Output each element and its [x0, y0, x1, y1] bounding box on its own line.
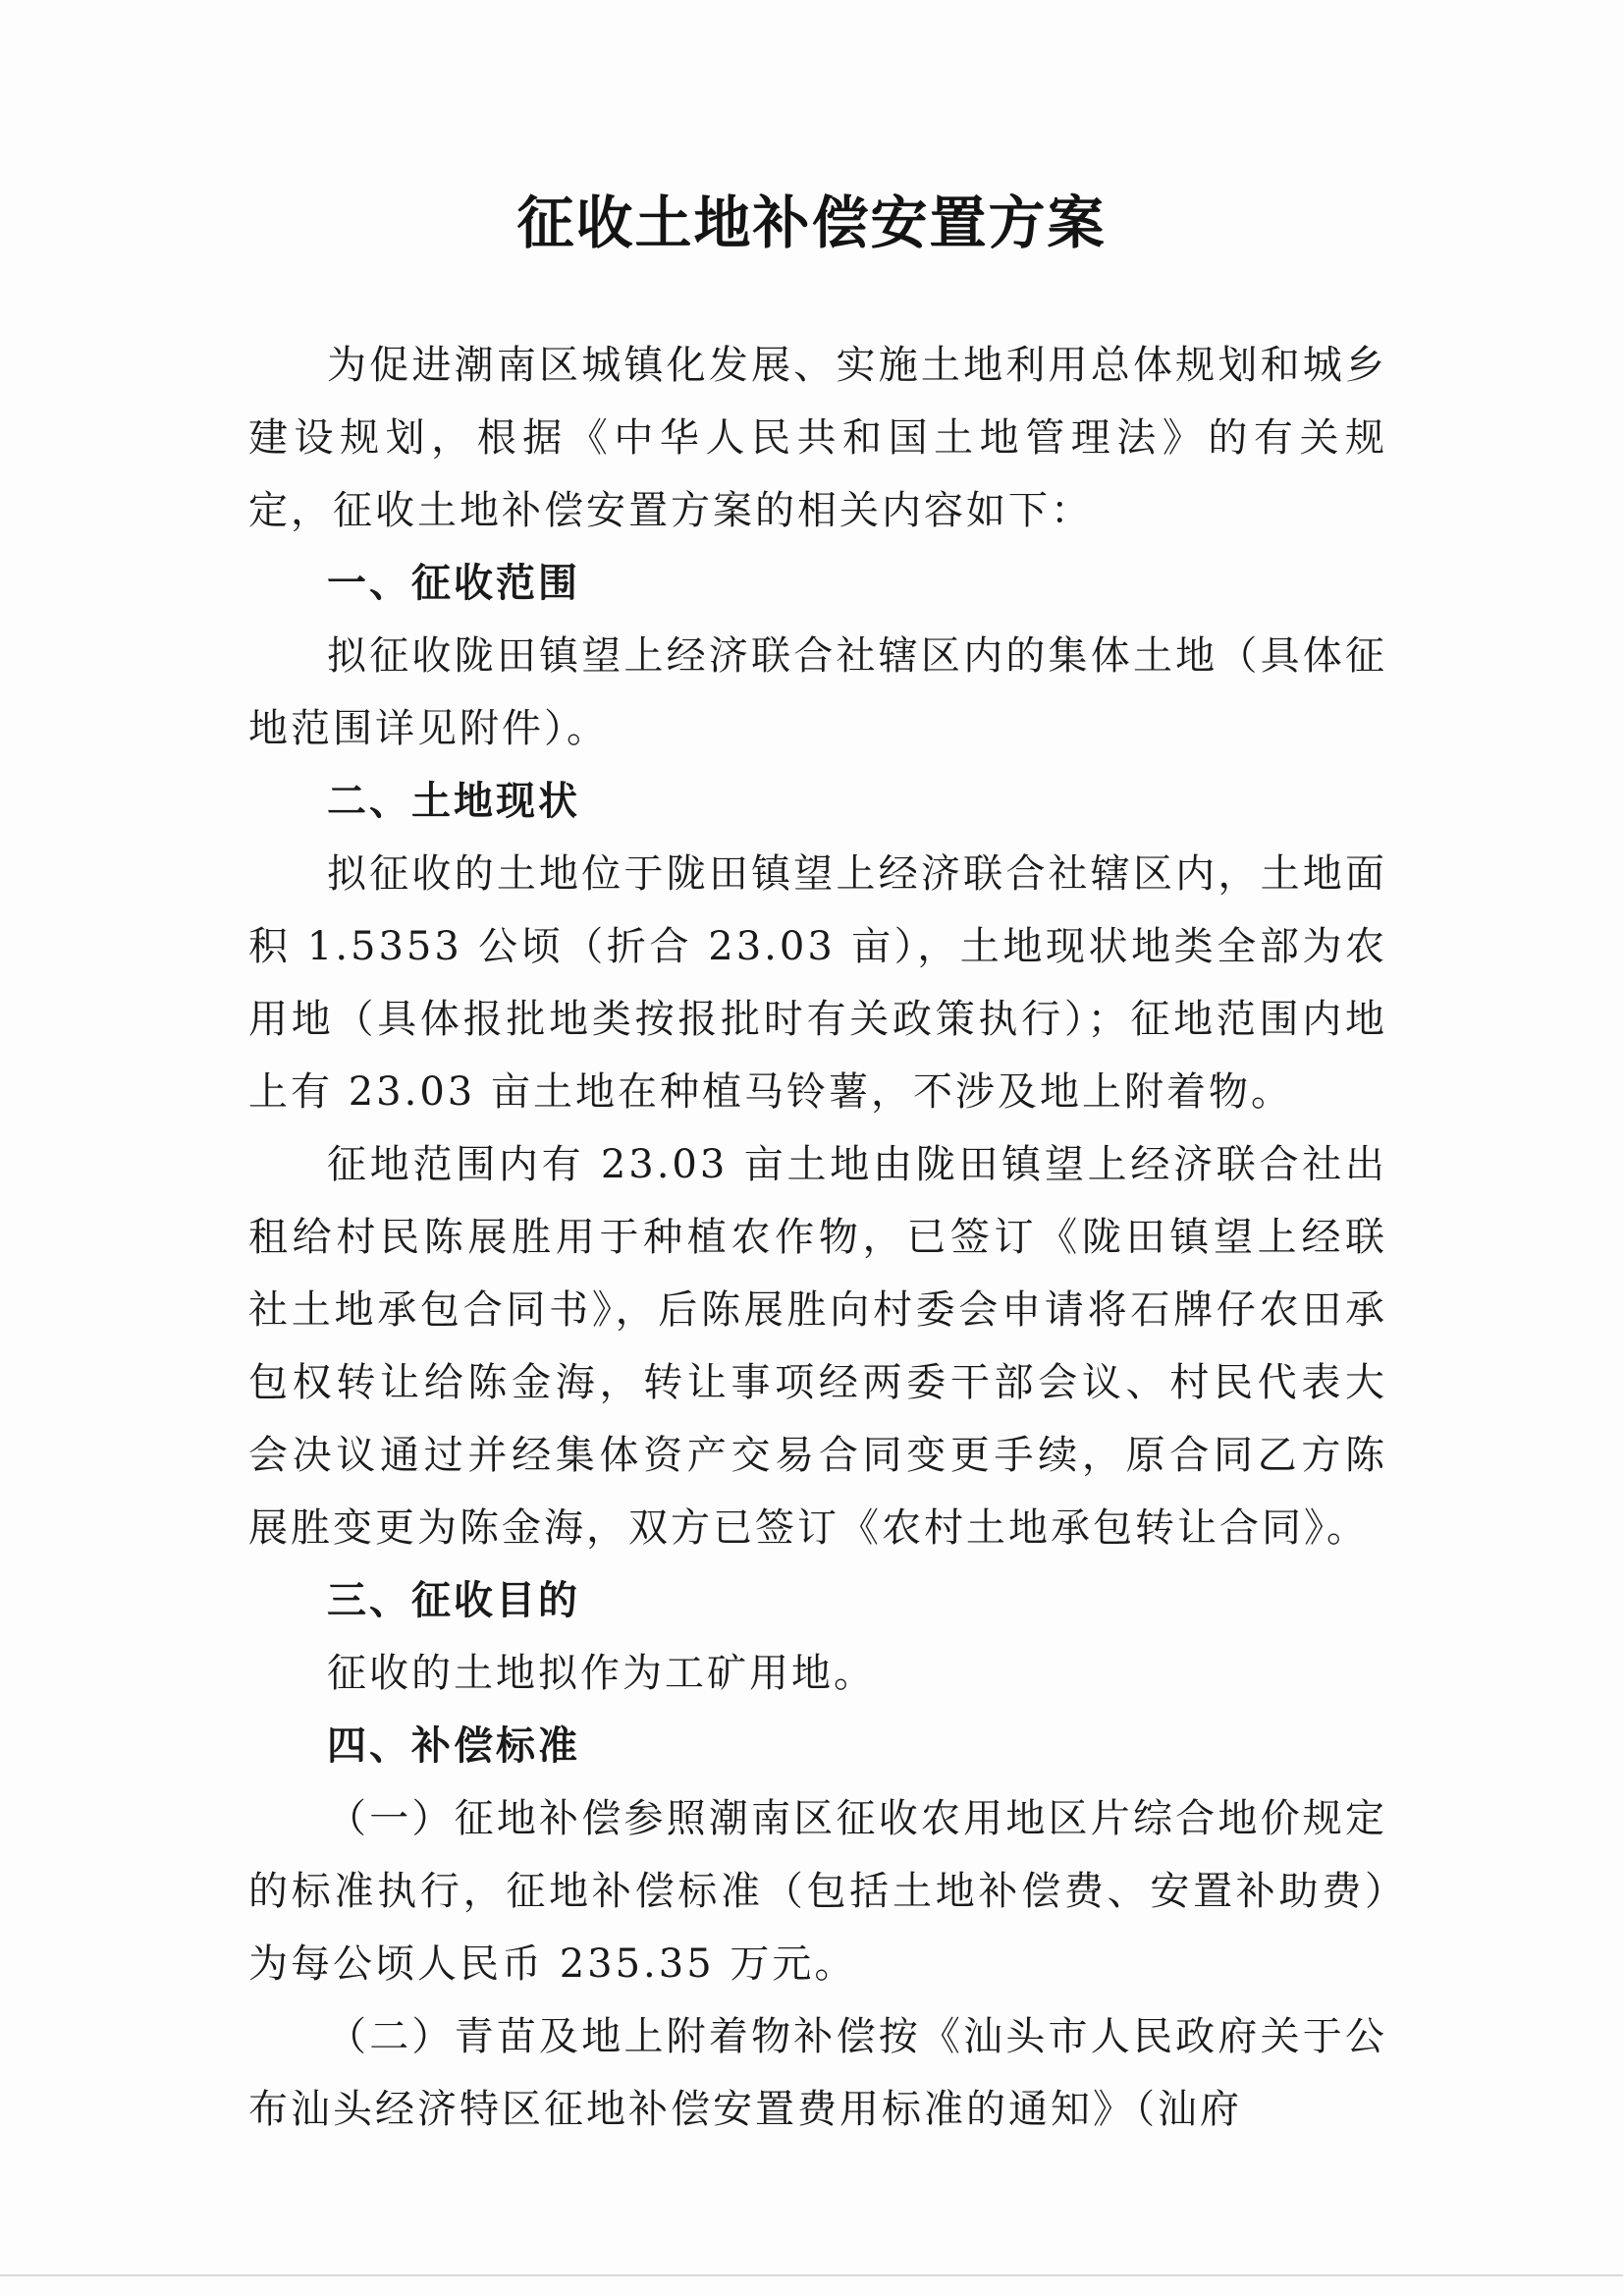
compensation-paragraph-1: （一）征地补偿参照潮南区征收农用地区片综合地价规定的标准执行，征地补偿标准（包括土地补偿费、安置补助费）为每公顷人民币 235.35 万元。	[248, 1796, 1387, 1987]
section-heading-land-status: 二、土地现状	[327, 779, 580, 824]
page-bottom-edge	[0, 2274, 1623, 2276]
document-body	[248, 329, 1387, 2146]
section-heading-compensation: 四、补偿标准	[327, 1723, 580, 1769]
section-heading-scope: 一、征收范围	[327, 561, 580, 606]
scope-paragraph: 拟征收陇田镇望上经济联合社辖区内的集体土地（具体征地范围详见附件）。	[248, 633, 1387, 751]
land-status-paragraph-2: 征地范围内有 23.03 亩土地由陇田镇望上经济联合社出租给村民陈展胜用于种植农作物，已签订《陇田镇望上经联社土地承包合同书》，后陈展胜向村委会申请将石牌仔农田承包权转让给陈金海，转让事项经两委干部会议、村民代表大会决议通过并经集体资产交易合同变更手续，原合同乙方陈展胜变更为陈金海，双方已签订《农村土地承包转让合同》。	[248, 1142, 1387, 1551]
compensation-paragraph-2: （二）青苗及地上附着物补偿按《汕头市人民政府关于公布汕头经济特区征地补偿安置费用标准的通知》（汕府	[248, 2014, 1387, 2132]
section-heading-purpose: 三、征收目的	[327, 1578, 580, 1623]
intro-paragraph: 为促进潮南区城镇化发展、实施土地利用总体规划和城乡建设规划，根据《中华人民共和国土地管理法》的有关规定，征收土地补偿安置方案的相关内容如下：	[248, 343, 1387, 533]
land-status-paragraph-1: 拟征收的土地位于陇田镇望上经济联合社辖区内，土地面积 1.5353 公顷（折合 23.03 亩），土地现状地类全部为农用地（具体报批地类按报批时有关政策执行）；征地范围内地上有 23.03 亩土地在种植马铃薯，不涉及地上附着物。	[248, 851, 1387, 1115]
document-title: 征收土地补偿安置方案	[516, 190, 1107, 256]
purpose-paragraph: 征收的土地拟作为工矿用地。	[327, 1651, 876, 1696]
